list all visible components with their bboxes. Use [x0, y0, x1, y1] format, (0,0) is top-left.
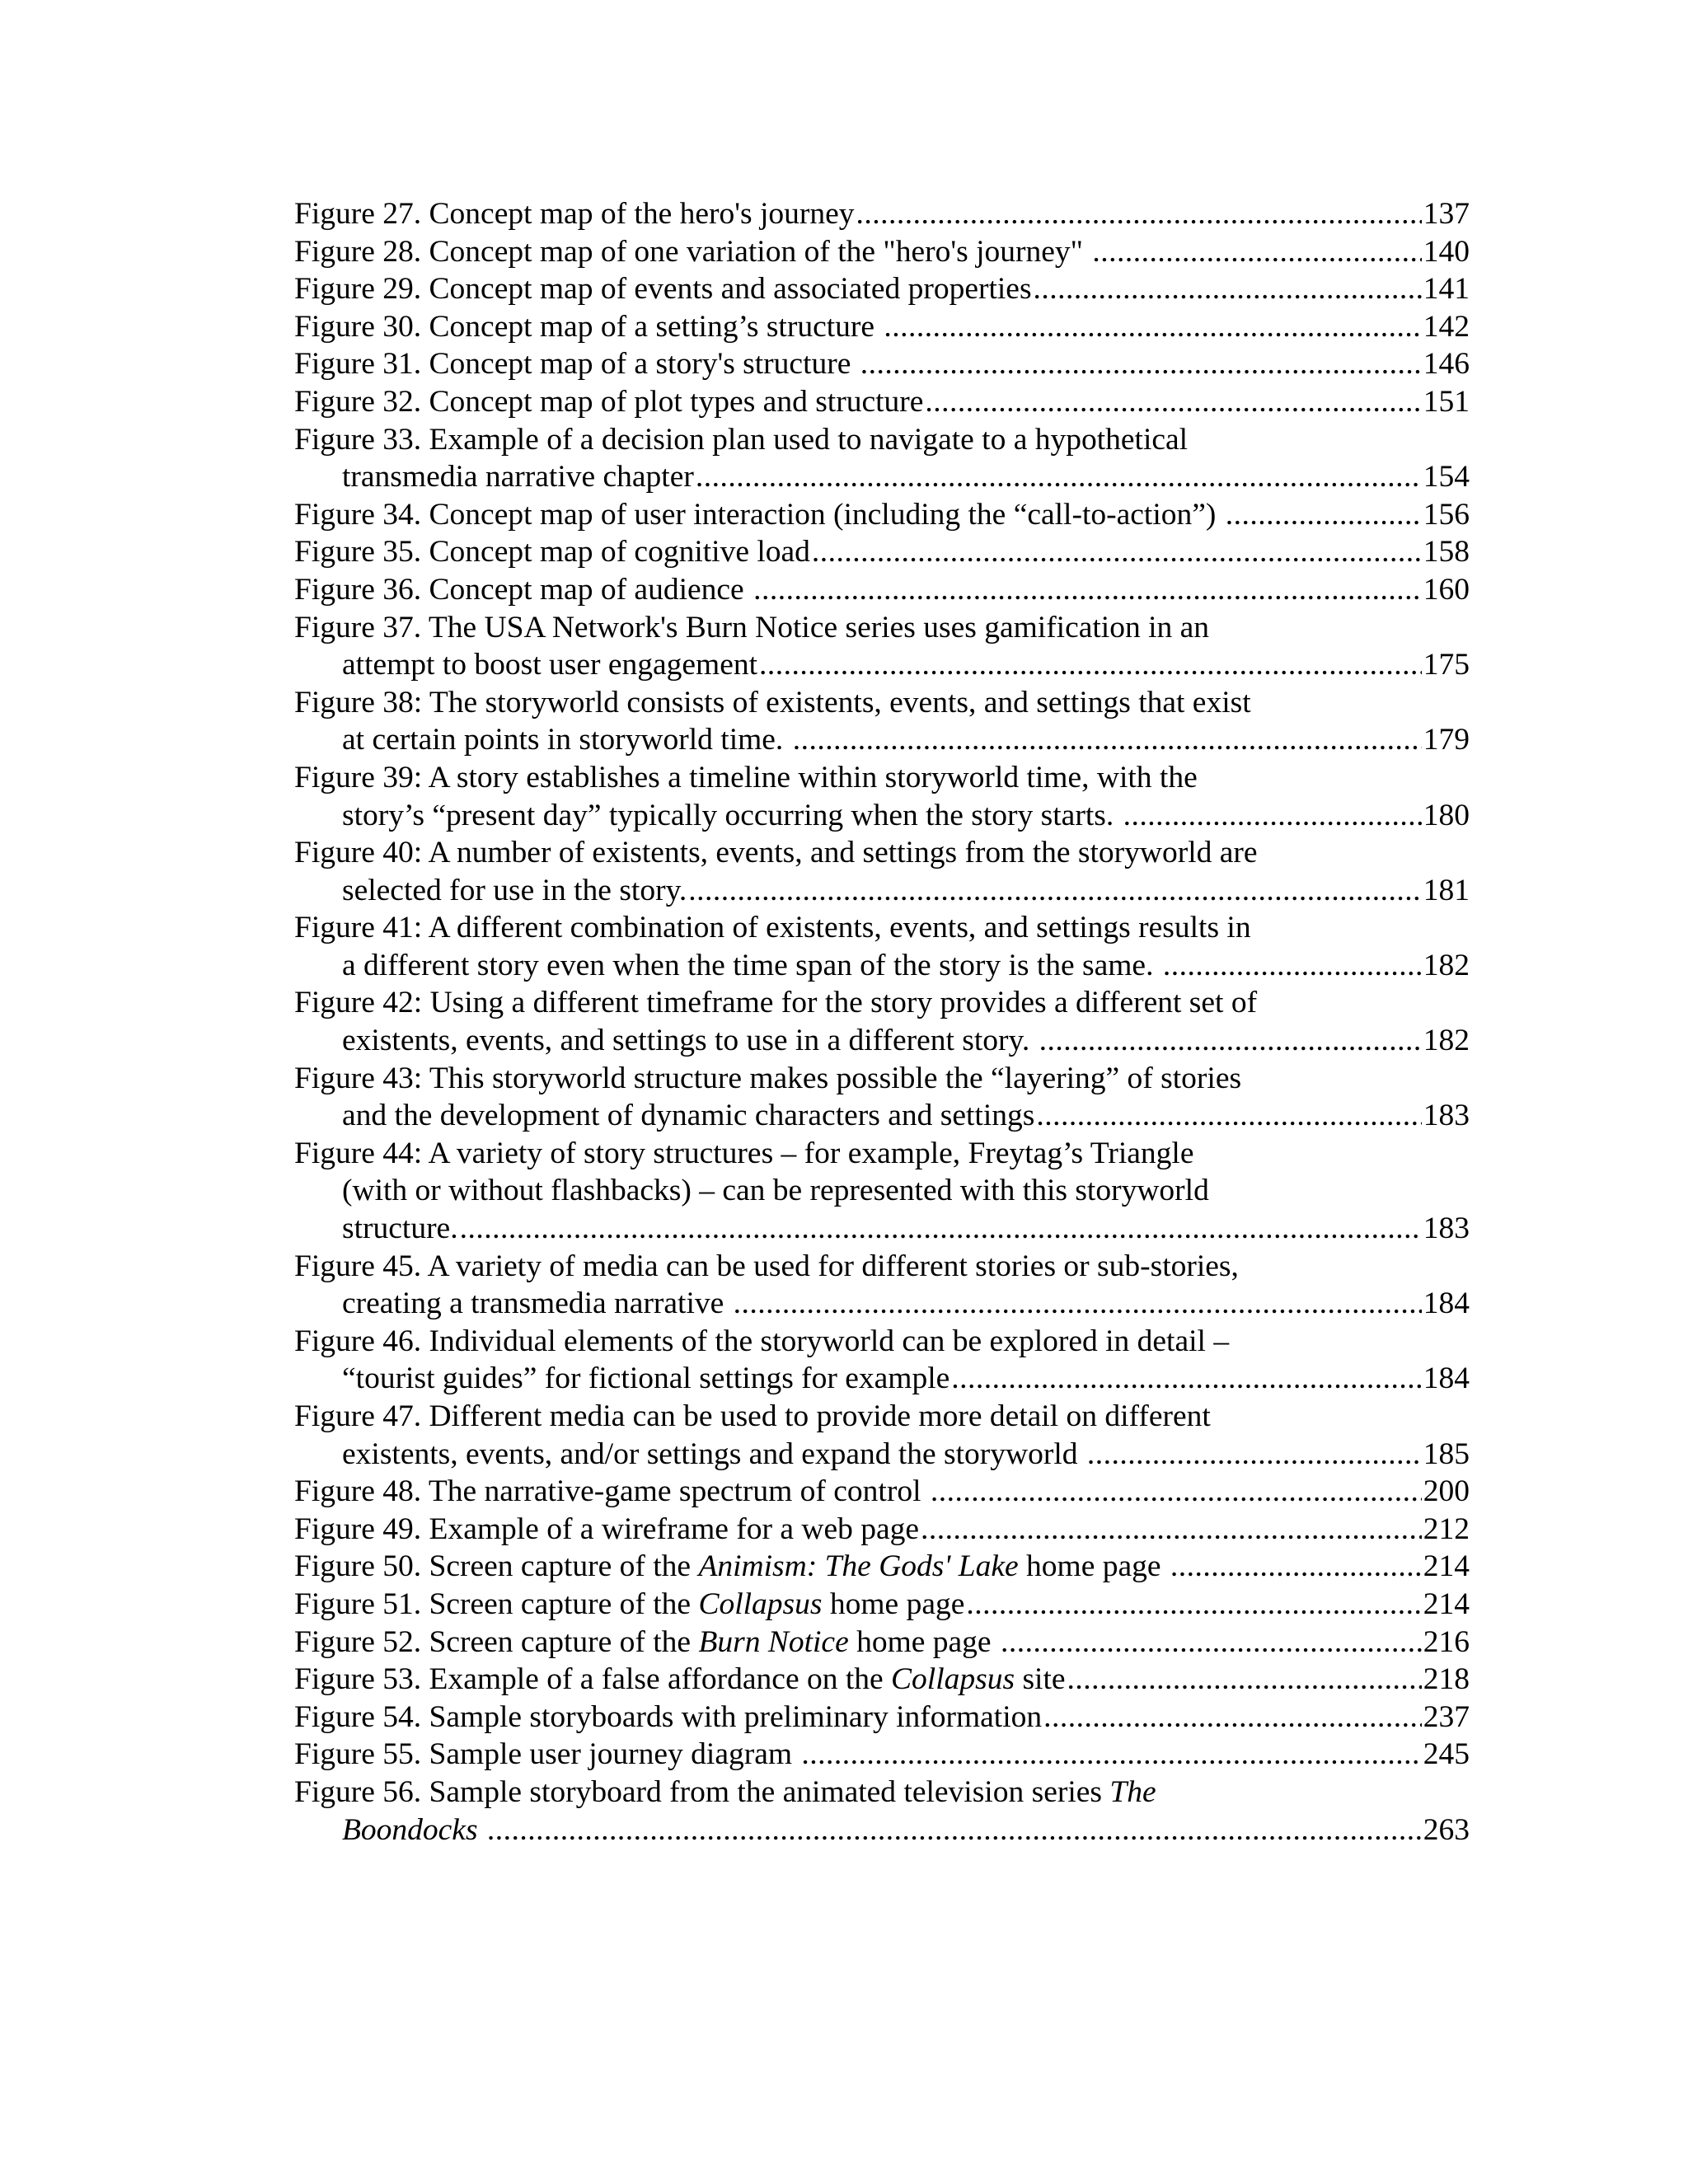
- toc-entry-title-text: a different story even when the time span of the story is the same.: [342, 948, 1161, 982]
- toc-entry-line: [294, 1473, 1470, 1511]
- toc-entry: [294, 1473, 1470, 1511]
- toc-entry-title-text: Figure 32. Concept map of plot types and structure: [294, 384, 924, 419]
- toc-entry-page-number: 214: [1423, 1586, 1470, 1621]
- toc-entry-title-text: Figure 54. Sample storyboards with preliminary information: [294, 1699, 1043, 1734]
- toc-entry-page-number: 183: [1423, 1212, 1470, 1246]
- toc-entry-line: [294, 496, 1470, 534]
- dot-leader: [1039, 1022, 1422, 1060]
- toc-entry-line: [294, 1398, 1470, 1436]
- toc-entry-page-number: 141: [1423, 272, 1470, 307]
- toc-entry-title-text: [478, 1811, 485, 1849]
- toc-entry-continuation-line: [294, 1097, 1470, 1135]
- toc-entry-title-text: Figure 35. Concept map of cognitive load: [294, 535, 810, 569]
- toc-entry-title-text: site: [1015, 1662, 1066, 1697]
- toc-entry-title-text: home page: [848, 1624, 999, 1659]
- toc-entry-title-text: Figure 29. Concept map of events and associated properties: [294, 272, 1032, 307]
- toc-entry-page-number: 212: [1423, 1511, 1470, 1546]
- toc-entry-title-text: at certain points in storyworld time.: [342, 723, 791, 757]
- toc-entry-line: [294, 1060, 1470, 1098]
- toc-entry-title-text: Figure 45. A variety of media can be used for different stories or sub-stories,: [294, 1249, 1239, 1283]
- dot-leader: [801, 1736, 1421, 1774]
- toc-entry-line: [294, 1548, 1470, 1586]
- toc-entry-title-text: Figure 33. Example of a decision plan used to navigate to a hypothetical: [294, 422, 1189, 457]
- toc-entry-page-number: 175: [1423, 648, 1470, 682]
- toc-entry-title-text: Figure 28. Concept map of one variation of the "hero's journey": [294, 234, 1091, 269]
- toc-entry: [294, 270, 1470, 308]
- toc-entry-title-text: Figure 39: A story establishes a timeline within storyworld time, with the: [294, 760, 1198, 794]
- dot-leader: [734, 1285, 1422, 1323]
- toc-entry-line: [294, 834, 1470, 872]
- toc-entry: [294, 759, 1470, 834]
- toc-entry-title-text: Figure 49. Example of a wireframe for a web page: [294, 1511, 920, 1546]
- toc-entry-line: [294, 1661, 1470, 1699]
- dot-leader: [793, 721, 1422, 759]
- toc-entry-line: [294, 684, 1470, 722]
- list-of-figures: [294, 195, 1470, 1849]
- toc-entry-line: [294, 1586, 1470, 1624]
- toc-entry-title-text: Figure 34. Concept map of user interaction (including the “call-to-action”): [294, 497, 1224, 532]
- toc-entry: [294, 421, 1470, 496]
- dot-leader: [860, 345, 1422, 383]
- toc-entry-title-italic: Collapsus: [891, 1662, 1015, 1697]
- toc-entry-title-text: (with or without flashbacks) – can be represented with this storyworld: [342, 1174, 1209, 1208]
- toc-entry-line: [294, 1736, 1470, 1774]
- toc-entry: [294, 1736, 1470, 1774]
- dot-leader: [966, 1586, 1421, 1624]
- toc-entry: [294, 383, 1470, 421]
- toc-entry-title-italic: Boondocks: [342, 1812, 478, 1847]
- dot-leader: [1034, 270, 1422, 308]
- toc-entry-title-text: Figure 46. Individual elements of the storyworld can be explored in detail –: [294, 1324, 1230, 1358]
- toc-entry-line: [294, 270, 1470, 308]
- toc-entry: [294, 496, 1470, 534]
- toc-entry-line: [294, 308, 1470, 346]
- toc-entry-title-italic: The: [1109, 1774, 1156, 1809]
- dot-leader: [925, 383, 1421, 421]
- toc-entry-line: [294, 345, 1470, 383]
- toc-entry: [294, 233, 1470, 271]
- toc-entry-title-text: Figure 41: A different combination of existents, events, and settings results in: [294, 911, 1251, 945]
- toc-entry-continuation-line: [294, 1022, 1470, 1060]
- toc-entry-line: [294, 533, 1470, 571]
- toc-entry-page-number: 160: [1423, 572, 1470, 607]
- dot-leader: [1226, 496, 1422, 534]
- toc-entry: [294, 1248, 1470, 1323]
- toc-entry-page-number: 180: [1423, 798, 1470, 832]
- dot-leader: [696, 458, 1422, 496]
- toc-entry-line: [294, 909, 1470, 947]
- toc-entry-title-text: transmedia narrative chapter: [342, 460, 694, 494]
- dot-leader: [753, 571, 1422, 609]
- toc-entry: [294, 1661, 1470, 1699]
- dot-leader: [1036, 1097, 1421, 1135]
- toc-entry-line: [294, 1323, 1470, 1361]
- toc-entry-title-text: “tourist guides” for fictional settings for example: [342, 1361, 950, 1396]
- toc-entry: [294, 1060, 1470, 1135]
- toc-entry-continuation-line: [294, 646, 1470, 684]
- toc-entry-page-number: 183: [1423, 1099, 1470, 1133]
- toc-entry-page-number: 158: [1423, 535, 1470, 569]
- toc-entry: [294, 1135, 1470, 1248]
- toc-entry-line: [294, 1248, 1470, 1286]
- toc-entry-title-text: Figure 31. Concept map of a story's structure: [294, 347, 859, 382]
- dot-leader: [1043, 1699, 1422, 1736]
- toc-entry-title-text: Figure 40: A number of existents, events, and settings from the storyworld are: [294, 836, 1258, 870]
- toc-entry-line: [294, 1699, 1470, 1736]
- toc-entry-page-number: 216: [1423, 1624, 1470, 1659]
- toc-entry-page-number: 140: [1423, 234, 1470, 269]
- dot-leader: [931, 1473, 1422, 1511]
- toc-entry-page-number: 185: [1423, 1436, 1470, 1471]
- dot-leader: [812, 533, 1422, 571]
- toc-entry-continuation-line: [294, 721, 1470, 759]
- toc-entry-title-text: Figure 38: The storyworld consists of existents, events, and settings that exist: [294, 685, 1251, 719]
- toc-entry-title-italic: Collapsus: [698, 1586, 823, 1621]
- toc-entry-page-number: 181: [1423, 873, 1470, 907]
- toc-entry: [294, 1586, 1470, 1624]
- toc-entry-page-number: 146: [1423, 347, 1470, 382]
- toc-entry-line: [294, 1511, 1470, 1549]
- dot-leader: [1087, 1436, 1422, 1474]
- toc-entry: [294, 909, 1470, 984]
- toc-entry-page-number: 151: [1423, 384, 1470, 419]
- toc-entry: [294, 308, 1470, 346]
- dot-leader: [1001, 1624, 1422, 1661]
- toc-entry-page-number: 182: [1423, 1024, 1470, 1058]
- toc-entry-title-text: existents, events, and settings to use in a different story.: [342, 1024, 1038, 1058]
- toc-entry-page-number: 137: [1423, 197, 1470, 231]
- toc-entry-title-text: Figure 51. Screen capture of the: [294, 1586, 699, 1621]
- toc-entry-title-text: Figure 42: Using a different timeframe for the story provides a different set of: [294, 986, 1258, 1020]
- toc-entry-page-number: 184: [1423, 1286, 1470, 1321]
- toc-entry-title-text: Figure 30. Concept map of a setting’s structure: [294, 309, 883, 344]
- toc-entry-page-number: 156: [1423, 497, 1470, 532]
- toc-entry-title-text: home page: [1018, 1549, 1169, 1584]
- dot-leader: [951, 1360, 1421, 1398]
- toc-entry-line: [294, 609, 1470, 647]
- dot-leader: [921, 1511, 1422, 1549]
- toc-entry: [294, 834, 1470, 909]
- toc-entry-title-text: Figure 37. The USA Network's Burn Notice series uses gamification in an: [294, 610, 1210, 644]
- toc-entry-title-text: Figure 47. Different media can be used to provide more detail on different: [294, 1399, 1211, 1433]
- dot-leader: [884, 308, 1421, 346]
- toc-entry-title-text: story’s “present day” typically occurring when the story starts.: [342, 798, 1122, 832]
- toc-entry-continuation-line: [294, 1285, 1470, 1323]
- toc-entry-continuation-line: [294, 1210, 1470, 1248]
- toc-entry-title-text: structure.: [342, 1212, 458, 1246]
- toc-entry-line: [294, 759, 1470, 797]
- toc-entry-page-number: 142: [1423, 309, 1470, 344]
- toc-entry-title-text: Figure 55. Sample user journey diagram: [294, 1737, 800, 1772]
- toc-entry-line: [294, 984, 1470, 1022]
- toc-entry: [294, 1699, 1470, 1736]
- toc-entry-title-italic: Animism: The Gods' Lake: [698, 1549, 1019, 1584]
- toc-entry: [294, 1398, 1470, 1473]
- toc-entry-line: [294, 383, 1470, 421]
- toc-entry: [294, 533, 1470, 571]
- toc-entry-title-text: Figure 36. Concept map of audience: [294, 572, 753, 607]
- toc-entry-title-text: existents, events, and/or settings and expand the storyworld: [342, 1436, 1085, 1471]
- dot-leader: [1092, 233, 1421, 271]
- toc-entry-line: [294, 571, 1470, 609]
- toc-entry-page-number: 154: [1423, 460, 1470, 494]
- dot-leader: [1163, 947, 1422, 985]
- toc-entry-title-text: Figure 48. The narrative-game spectrum of control: [294, 1474, 929, 1509]
- toc-entry: [294, 1624, 1470, 1661]
- toc-entry: [294, 684, 1470, 759]
- toc-entry-title-text: creating a transmedia narrative: [342, 1286, 732, 1321]
- toc-entry-line: [294, 195, 1470, 233]
- toc-entry-continuation-line: [294, 947, 1470, 985]
- toc-entry-page-number: 182: [1423, 948, 1470, 982]
- dot-leader: [688, 872, 1421, 910]
- toc-entry-page-number: 245: [1423, 1737, 1470, 1772]
- toc-entry: [294, 1323, 1470, 1398]
- toc-entry-continuation-line: [294, 797, 1470, 835]
- toc-entry-title-text: selected for use in the story.: [342, 873, 687, 907]
- toc-entry-title-text: Figure 56. Sample storyboard from the animated television series: [294, 1774, 1110, 1809]
- toc-entry: [294, 984, 1470, 1059]
- toc-entry-line: [294, 1135, 1470, 1173]
- toc-entry: [294, 1511, 1470, 1549]
- toc-entry-page-number: 200: [1423, 1474, 1470, 1509]
- dot-leader: [460, 1210, 1422, 1248]
- dot-leader: [856, 195, 1422, 233]
- toc-entry-continuation-line: [294, 872, 1470, 910]
- toc-entry-continuation-line: [294, 1436, 1470, 1474]
- toc-entry-line: [294, 1774, 1470, 1811]
- toc-entry: [294, 345, 1470, 383]
- toc-entry-title-italic: Burn Notice: [698, 1624, 849, 1659]
- dot-leader: [1170, 1548, 1422, 1586]
- toc-entry: [294, 1548, 1470, 1586]
- toc-entry-page-number: 218: [1423, 1662, 1470, 1697]
- toc-entry-title-text: home page: [822, 1586, 965, 1621]
- toc-entry-page-number: 237: [1423, 1699, 1470, 1734]
- toc-entry-page-number: 214: [1423, 1549, 1470, 1584]
- toc-entry: [294, 609, 1470, 684]
- toc-entry-continuation-line: [294, 1360, 1470, 1398]
- toc-entry-continuation-line: [294, 1172, 1470, 1210]
- dot-leader: [1067, 1661, 1422, 1699]
- toc-entry-title-text: Figure 43: This storyworld structure makes possible the “layering” of stories: [294, 1061, 1242, 1095]
- toc-entry-page-number: 263: [1423, 1812, 1470, 1847]
- toc-entry-page-number: 179: [1423, 723, 1470, 757]
- toc-entry-page-number: 184: [1423, 1361, 1470, 1396]
- dot-leader: [487, 1811, 1422, 1849]
- toc-entry-title-text: Figure 52. Screen capture of the: [294, 1624, 699, 1659]
- toc-entry-line: [294, 233, 1470, 271]
- toc-entry-title-text: Figure 27. Concept map of the hero's journey: [294, 197, 855, 231]
- toc-entry-continuation-line: [294, 1811, 1470, 1849]
- toc-entry-continuation-line: [294, 458, 1470, 496]
- toc-entry: [294, 195, 1470, 233]
- toc-entry-title-text: Figure 53. Example of a false affordance on the: [294, 1662, 892, 1697]
- toc-entry-line: [294, 421, 1470, 459]
- toc-entry-title-text: Figure 44: A variety of story structures – for example, Freytag’s Triangle: [294, 1136, 1194, 1170]
- dot-leader: [759, 646, 1422, 684]
- toc-entry: [294, 571, 1470, 609]
- toc-entry-title-text: and the development of dynamic characters and settings: [342, 1099, 1035, 1133]
- dot-leader: [1123, 797, 1422, 835]
- toc-entry-title-text: attempt to boost user engagement: [342, 648, 758, 682]
- toc-entry: [294, 1774, 1470, 1849]
- toc-entry-title-text: Figure 50. Screen capture of the: [294, 1549, 699, 1584]
- toc-entry-line: [294, 1624, 1470, 1661]
